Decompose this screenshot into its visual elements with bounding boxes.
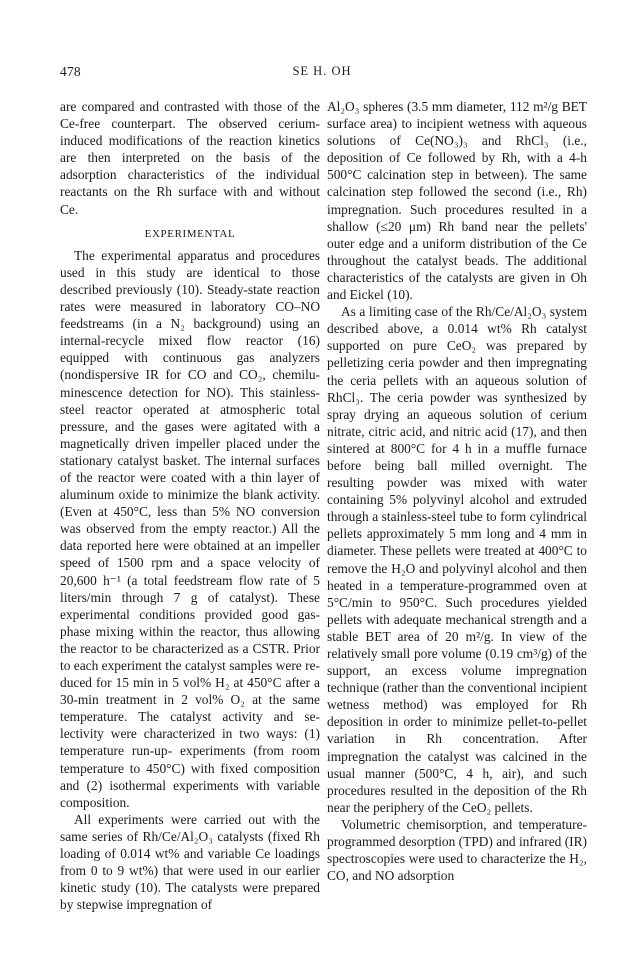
paragraph-intro-end: are compared and contrasted with those of the Ce-free counterpart. The observed cerium-induced modifications of the reaction kinetics are then interpreted on the basis of the adsorption characteristics of the individual reactants on the Rh surface with and without Ce. — [60, 99, 320, 217]
section-heading-experimental: EXPERIMENTAL — [144, 227, 236, 240]
paragraph-limiting-case: As a limiting case of the Rh/Ce/Al₂O₃ system described above, a 0.014 wt% Rh catalyst supported on pure CeO₂ was prepared by pelletizing ceria powder and then impregnating the ceria pellets with an aqueous solution of RhCl₃. The ceria powder was synthesized by spray drying an aqueous solution of cerium nitrate, citric acid, and nitric acid (17), and then sintered at 800°C for 4 h in a muffle furnace before being ball milled overnight. The resulting powder was mixed with water containing 5% polyvinyl alcohol and extruded through a stainless-steel tube to form cylindrical pellets approximately 5 mm long and 4 mm in diameter. These pellets were treated at 400°C to remove the H₂O and polyvinyl alcohol and then heated in a temperature-programmed oven at 5°C/min to 950°C. Such procedures yielded pellets with adequate mechanical strength and a stable BET area of 20 m²/g. In view of the relatively small pore volume (0.19 cm³/g) of the support, an excess volume impregnation technique (rather than the conventional incipient wetness method) was employed for Rh deposition in order to minimize pellet-to-pellet variation in Rh concentration. After impregnation the catalyst was calcined in the usual manner (500°C, 4 h, air), and such procedures resulted in the deposition of the Rh near the periphery of the CeO₂ pellets. — [327, 304, 587, 815]
right-column — [327, 98, 587, 884]
paragraph-catalysts: All experiments were carried out with the same series of Rh/Ce/Al₂O₃ catalysts (fixed Rh loading of 0.014 wt% and variable Ce loadings from 0 to 9 wt%) that were used in our earlier kinetic study (10). The catalysts were prepared by stepwise impregnation of — [60, 811, 320, 913]
page-number: 478 — [60, 64, 81, 79]
left-column — [60, 98, 320, 913]
paragraph-volumetric: Volumetric chemisorption, and temperature-programmed desorption (TPD) and infrared (IR) spectroscopies were used to characterize the H₂, CO, and NO adsorption — [327, 816, 587, 884]
paragraph-experimental: The experimental apparatus and procedures used in this study are identical to those described previously (10). Steady-state reaction rates were measured in laboratory CO–NO feedstreams (in a N₂ background) using an internal-recycle mixed flow reactor (16) equipped with continuous gas analyzers (nondispersive IR for CO and CO₂, chemiluminescence detection for NO). This stainless-steel reactor operated at atmospheric total pressure, and the gases were agitated with a magnetically driven impeller placed under the stationary catalyst basket. The internal surfaces of the reactor were coated with a thin layer of aluminum oxide to minimize the blank activity. (Even at 450°C, less than 5% NO conversion was observed from the empty reactor.) All the data reported here were obtained at an impeller speed of 1500 rpm and a space velocity of 20,600 h⁻¹ (a total feedstream flow rate of 5 liters/min through 7 g of catalyst). These experimental conditions provided good gas-phase mixing within the reactor, thus allowing the reactor to be characterized as a CSTR. Prior to each experiment the catalyst samples were reduced for 15 min in 5 vol% H₂ at 450°C after a 30-min treatment in 2 vol% O₂ at the same temperature. The catalyst activity and selectivity were characterized in two ways: (1) temperature run-up- experiments (from room temperature to 450°C) with fixed composition and (2) isothermal experiments with variable composition. — [60, 247, 320, 810]
paragraph-preparation-continued: Al₂O₃ spheres (3.5 mm diameter, 112 m²/g BET surface area) to incipient wetness with aqueous solutions of Ce(NO₃)₃ and RhCl₃ (i.e., deposition of Ce followed by Rh, with a 4-h 500°C calcination step in between). The same calcination step followed the second (i.e., Rh) impregnation. Such procedures resulted in a shallow (≤20 μm) Rh band near the pellets' outer edge and a uniform distribution of the Ce throughout the catalyst beads. The additional characteristics of the catalysts are given in Oh and Eickel (10). — [327, 99, 587, 303]
running-head: SE H. OH — [292, 64, 352, 78]
